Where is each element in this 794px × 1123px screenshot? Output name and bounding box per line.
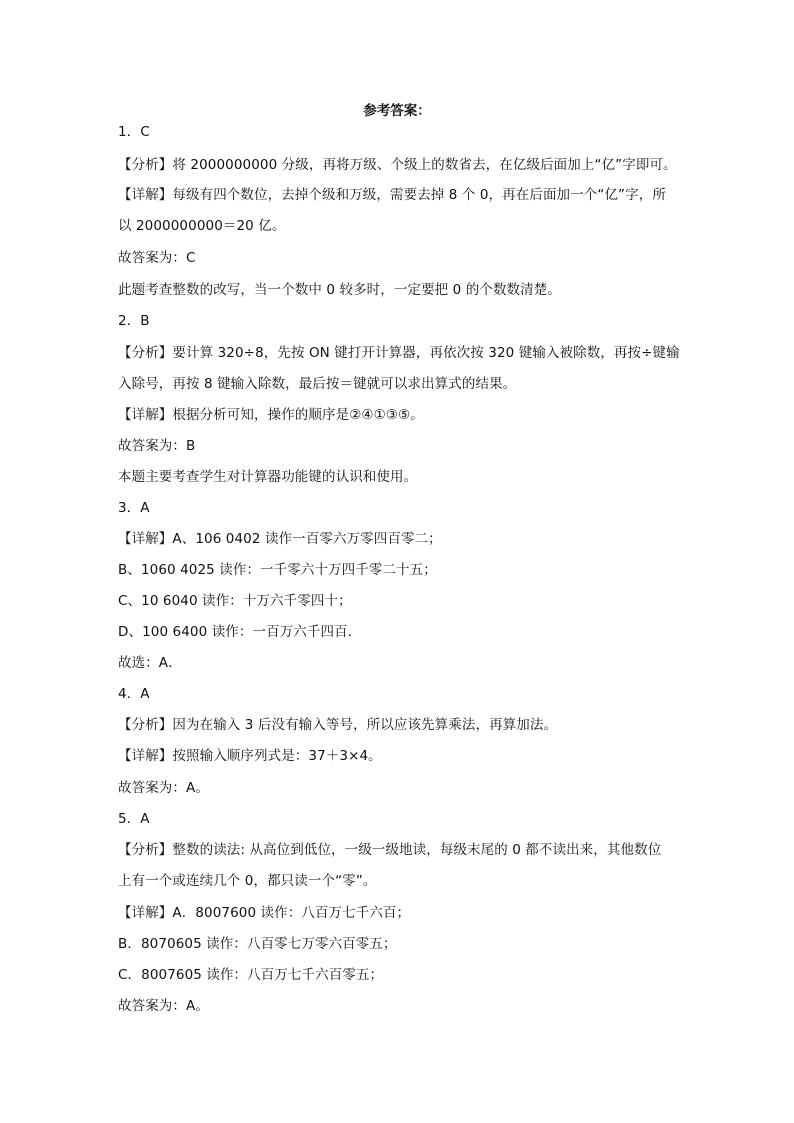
q3-answer: 3．A [118, 500, 150, 516]
q2-answer: 2．B [118, 313, 150, 329]
q1-detail-line2: 以 2000000000＝20 亿。 [118, 218, 286, 234]
q5-detail-b: B．8070605 读作：八百零七万零六百零五； [118, 936, 397, 952]
q3-conclusion: 故选：A． [118, 655, 182, 671]
q1-comment: 此题考查整数的改写，当一个数中 0 较多时，一定要把 0 的个数数清楚。 [118, 282, 561, 298]
q2-detail: 【详解】根据分析可知，操作的顺序是②④①③⑤。 [118, 407, 424, 423]
q3-detail-c: C、10 6040 读作：十万六千零四十； [118, 593, 352, 609]
q2-conclusion: 故答案为：B [118, 438, 196, 454]
q3-detail-d: D、100 6400 读作：一百万六千四百． [118, 624, 362, 640]
q3-detail-a: 【详解】A、106 0402 读作一百零六万零四百零二； [118, 531, 442, 547]
q5-answer: 5．A [118, 811, 150, 827]
q4-detail: 【详解】按照输入顺序列式是：37＋3×4。 [118, 748, 382, 764]
q5-detail-c: C．8007605 读作：八百万七千六百零五； [118, 967, 384, 983]
q1-analysis: 【分析】将 2000000000 分级，再将万级、个级上的数省去，在亿级后面加上“亿”字即可。 [118, 157, 677, 173]
q2-analysis-line2: 入除号，再按 8 键输入除数，最后按＝键就可以求出算式的结果。 [118, 376, 517, 392]
q1-answer: 1．C [118, 124, 150, 140]
q2-analysis-line1: 【分析】要计算 320÷8，先按 ON 键打开计算器，再依次按 320 键输入被除数，再按÷键输 [118, 345, 680, 361]
q4-answer: 4．A [118, 686, 150, 702]
q5-analysis-line1: 【分析】整数的读法: 从高位到低位，一级一级地读，每级末尾的 0 都不读出来，其他数位 [118, 842, 662, 858]
q1-detail-line1: 【详解】每级有四个数位，去掉个级和万级，需要去掉 8 个 0，再在后面加一个“亿”字，所 [118, 187, 666, 203]
q2-comment: 本题主要考查学生对计算器功能键的认识和使用。 [118, 469, 418, 485]
q4-analysis: 【分析】因为在输入 3 后没有输入等号，所以应该先算乘法，再算加法。 [118, 717, 558, 733]
q3-detail-b: B、1060 4025 读作：一千零六十万四千零二十五； [118, 562, 437, 578]
q5-detail-a: 【详解】A．8007600 读作：八百万七千六百； [118, 905, 411, 921]
q5-analysis-line2: 上有一个或连续几个 0，都只读一个“零”。 [118, 873, 377, 889]
q4-conclusion: 故答案为：A。 [118, 780, 209, 796]
page-title: 参考答案： [363, 103, 431, 119]
q1-conclusion: 故答案为：C [118, 250, 196, 266]
q5-conclusion: 故答案为：A。 [118, 998, 209, 1014]
